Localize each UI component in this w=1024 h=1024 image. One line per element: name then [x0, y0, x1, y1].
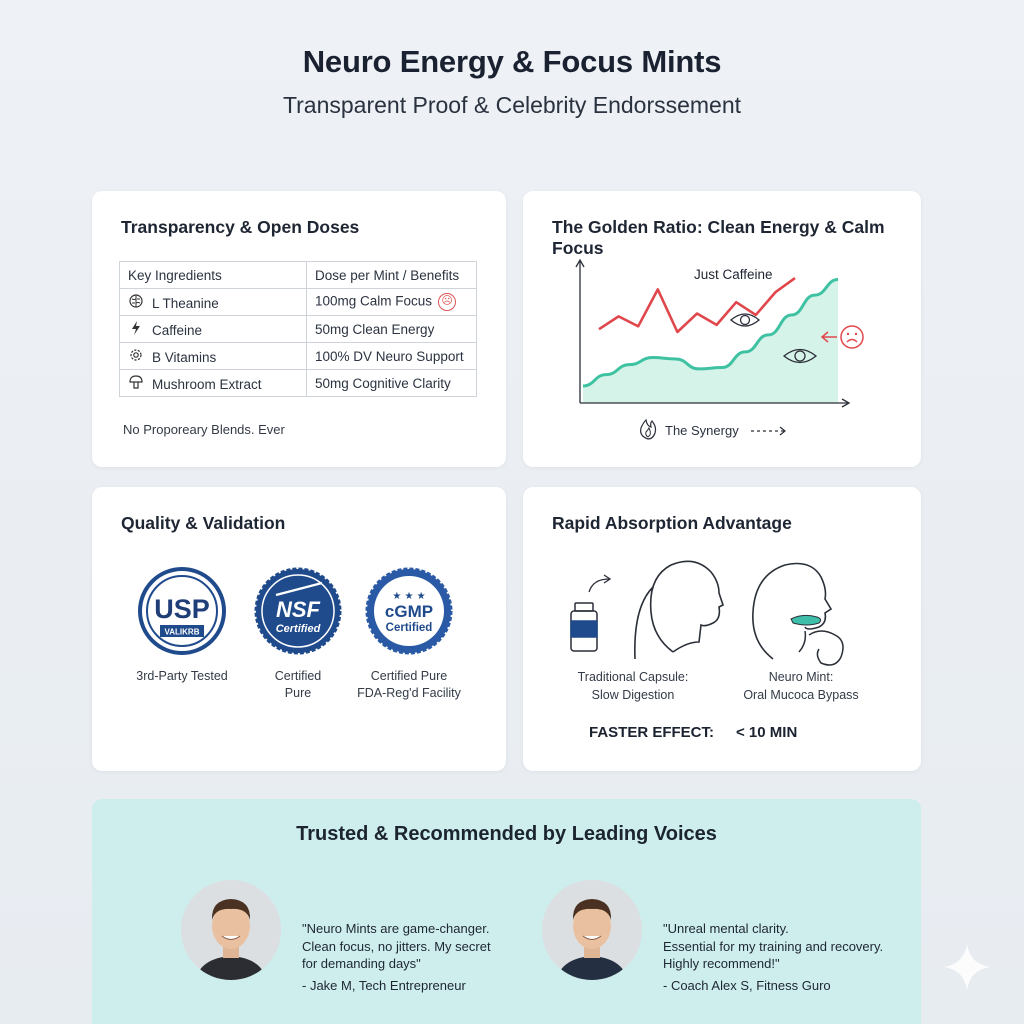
usp-seal-block	[124, 565, 240, 685]
faster-effect-label: FASTER EFFECT:	[589, 724, 715, 741]
quote-line: Clean focus, no jitters. My secret	[302, 938, 491, 954]
capsule-caption-line1: Traditional Capsule:	[577, 670, 689, 684]
transparency-card	[92, 191, 506, 467]
dose-text: 100% DV Neuro Support	[315, 348, 464, 364]
head-profile-icon	[651, 561, 723, 652]
dose-text: 100mg Calm Focus	[315, 293, 433, 309]
synergy-label: The Synergy	[665, 423, 739, 438]
chart-plot-area	[583, 278, 838, 403]
cgmp-seal-block	[348, 565, 470, 702]
synergy-area	[583, 279, 838, 403]
quote-author: - Jake M, Tech Entrepreneur	[302, 977, 466, 993]
quote-line: Highly recommend!"	[663, 956, 780, 971]
cgmp-caption-line1: Certified Pure	[370, 669, 448, 683]
transparency-title: Transparency & Open Doses	[121, 217, 360, 237]
ingredient-name: Mushroom Extract	[152, 376, 262, 392]
mushroom-icon	[128, 375, 144, 392]
table-row	[120, 289, 477, 316]
table-header-ingredients: Key Ingredients	[120, 262, 307, 289]
usp-seal-text: USP	[154, 594, 210, 624]
cgmp-seal-text: cGMP	[384, 602, 434, 621]
table-header-dose: Dose per Mint / Benefits	[307, 262, 477, 289]
usp-seal-icon	[136, 565, 228, 657]
nsf-seal-icon	[252, 565, 344, 657]
nsf-seal-text: NSF	[276, 597, 320, 622]
page-subtitle: Transparent Proof & Celebrity Endorssement	[282, 92, 742, 118]
quote-author: - Coach Alex S, Fitness Guro	[663, 977, 831, 993]
testimonials-title: Trusted & Recommended by Leading Voices	[296, 823, 717, 845]
cgmp-seal-icon	[363, 565, 455, 657]
table-row	[120, 343, 477, 370]
nsf-caption	[240, 668, 356, 702]
dose-cell	[307, 370, 477, 397]
absorption-title: Rapid Absorption Advantage	[552, 513, 792, 533]
absorption-card	[523, 487, 921, 771]
brain-icon	[128, 294, 144, 311]
ingredient-cell	[120, 316, 307, 343]
ingredients-table	[119, 261, 477, 397]
sparkle-icon	[942, 942, 992, 992]
dose-text: 50mg Clean Energy	[315, 321, 435, 337]
capsule-caption-line2: Slow Digestion	[591, 688, 675, 702]
stomach-icon	[799, 631, 843, 665]
capsule-bottle-icon	[571, 603, 597, 651]
dose-cell	[307, 289, 477, 316]
cgmp-caption-line2: FDA-Reg'd Facility	[357, 686, 461, 700]
sad-face-icon: ☹	[438, 293, 456, 311]
capsule-caption	[558, 668, 708, 704]
dose-cell	[307, 316, 477, 343]
quote-line: Essential for my training and recovery.	[663, 938, 884, 954]
golden-ratio-card	[523, 191, 921, 467]
mint-caption-line2: Oral Mucoca Bypass	[743, 688, 859, 702]
cgmp-caption	[348, 668, 470, 702]
ingredient-cell	[120, 370, 307, 397]
testimonial-quote	[302, 920, 491, 994]
mint-tongue-icon	[791, 615, 821, 625]
quality-card	[92, 487, 506, 771]
quote-line: for demanding days"	[302, 956, 421, 971]
mint-caption-line1: Neuro Mint:	[768, 670, 834, 684]
ingredient-name: L Theanine	[152, 295, 219, 311]
testimonials-section	[92, 799, 921, 1024]
avatar	[181, 880, 281, 980]
golden-ratio-chart	[523, 191, 921, 467]
no-blends-note: No Proporeary Blends. Ever	[123, 422, 285, 437]
mint-caption	[726, 668, 876, 704]
dose-text: 50mg Cognitive Clarity	[315, 375, 451, 391]
usp-seal-band: VALIKRB	[164, 627, 200, 637]
flame-icon	[641, 420, 656, 439]
page-title: Neuro Energy & Focus Mints	[302, 44, 722, 79]
cgmp-stars-icon: ★ ★ ★	[392, 591, 426, 602]
testimonial-quote	[663, 920, 883, 994]
quality-title: Quality & Validation	[121, 513, 286, 533]
table-row	[120, 370, 477, 397]
quote-line: "Unreal mental clarity.	[663, 921, 789, 936]
golden-title: The Golden Ratio: Clean Energy & Calm Focus	[552, 217, 885, 258]
nsf-caption-line2: Pure	[284, 686, 312, 700]
table-row	[120, 316, 477, 343]
table-header-row	[120, 262, 477, 289]
quote-line: "Neuro Mints are game-changer.	[302, 921, 490, 936]
cgmp-seal-sub: Certified	[385, 622, 433, 634]
gear-icon	[128, 348, 144, 365]
sad-face-icon	[841, 326, 863, 348]
avatar	[542, 880, 642, 980]
dose-cell	[307, 343, 477, 370]
usp-caption: 3rd-Party Tested	[136, 669, 228, 683]
faster-effect-value: < 10 MIN	[736, 724, 798, 741]
nsf-caption-line1: Certified	[274, 669, 322, 683]
lightning-icon	[128, 321, 144, 338]
head-mouth-icon	[753, 564, 831, 660]
page-header	[0, 44, 1024, 119]
ingredient-name: B Vitamins	[152, 349, 217, 365]
nsf-seal-block	[240, 565, 356, 702]
caffeine-series-line	[599, 278, 795, 332]
ingredient-name: Caffeine	[152, 322, 203, 338]
nsf-seal-sub: Certified	[275, 623, 321, 635]
caffeine-label: Just Caffeine	[694, 267, 773, 282]
ingredient-cell	[120, 343, 307, 370]
ingredient-cell	[120, 289, 307, 316]
